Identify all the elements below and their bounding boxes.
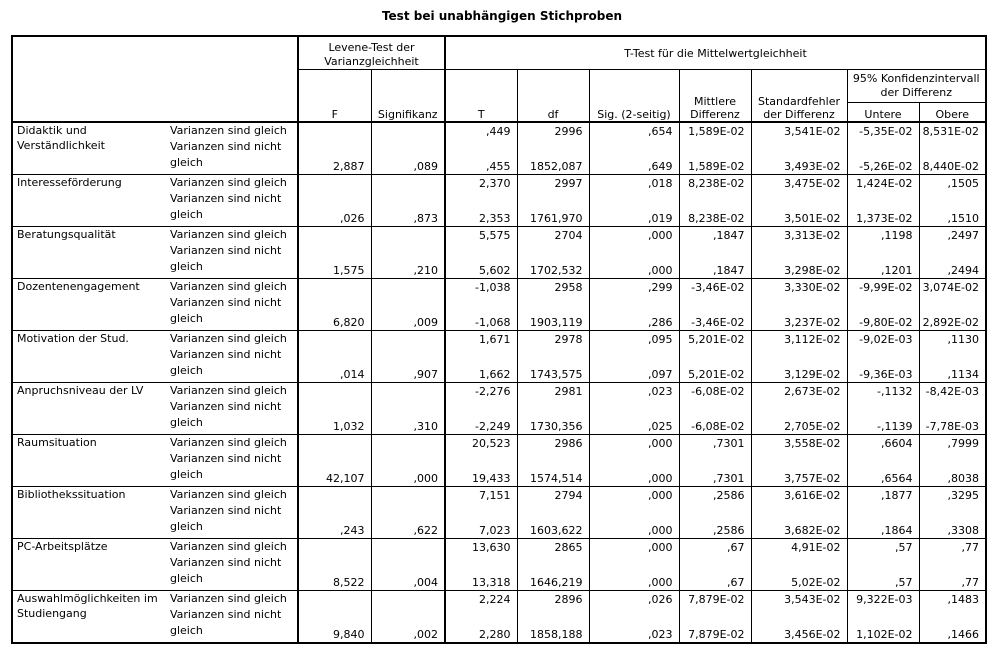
- cell-lo: ,1198: [847, 227, 919, 244]
- cell-lo: -9,02E-03: [847, 331, 919, 348]
- header-corner: [12, 36, 298, 122]
- cell-df: 2865: [517, 539, 589, 556]
- cell-up: ,2497: [919, 227, 986, 244]
- cell-md: ,2586: [679, 503, 751, 539]
- cell-md: ,2586: [679, 487, 751, 504]
- cell-df: 2958: [517, 279, 589, 296]
- cell-lo: ,57: [847, 555, 919, 591]
- cell-se: 3,558E-02: [751, 435, 847, 452]
- cell-df: 2996: [517, 122, 589, 139]
- cell-se: 3,541E-02: [751, 122, 847, 139]
- cell-md: 5,201E-02: [679, 331, 751, 348]
- assumption-equal-label: Varianzen sind gleich: [164, 539, 298, 556]
- cell-T: 5,575: [445, 227, 517, 244]
- cell-lo: ,6604: [847, 435, 919, 452]
- cell-lo: ,1201: [847, 243, 919, 279]
- cell-T: 2,370: [445, 175, 517, 192]
- cell-T: 2,353: [445, 191, 517, 227]
- assumption-not-equal-label: Varianzen sind nicht gleich: [164, 243, 298, 279]
- cell-up: -8,42E-03: [919, 383, 986, 400]
- cell-sig2: ,000: [589, 555, 679, 591]
- cell-se: 3,493E-02: [751, 139, 847, 175]
- assumption-not-equal-label: Varianzen sind nicht gleich: [164, 503, 298, 539]
- cell-up: ,1483: [919, 591, 986, 608]
- cell-se: 3,237E-02: [751, 295, 847, 331]
- cell-sig2: ,000: [589, 243, 679, 279]
- cell-up: -7,78E-03: [919, 399, 986, 435]
- cell-md: 8,238E-02: [679, 175, 751, 192]
- cell-se: 4,91E-02: [751, 539, 847, 556]
- cell-se: 3,616E-02: [751, 487, 847, 504]
- cell-md: ,7301: [679, 451, 751, 487]
- levene-f-value: 1,032: [298, 383, 371, 435]
- levene-f-value: ,026: [298, 175, 371, 227]
- cell-df: 1743,575: [517, 347, 589, 383]
- cell-T: 1,662: [445, 347, 517, 383]
- cell-lo: -9,80E-02: [847, 295, 919, 331]
- assumption-equal-label: Varianzen sind gleich: [164, 591, 298, 608]
- cell-up: ,3295: [919, 487, 986, 504]
- cell-T: -2,249: [445, 399, 517, 435]
- cell-sig2: ,095: [589, 331, 679, 348]
- variable-name: Beratungsqualität: [12, 227, 164, 279]
- cell-se: 2,673E-02: [751, 383, 847, 400]
- cell-T: 2,224: [445, 591, 517, 608]
- cell-lo: -,1139: [847, 399, 919, 435]
- assumption-not-equal-label: Varianzen sind nicht gleich: [164, 191, 298, 227]
- cell-lo: ,57: [847, 539, 919, 556]
- cell-up: 8,440E-02: [919, 139, 986, 175]
- cell-df: 1852,087: [517, 139, 589, 175]
- cell-lo: -9,99E-02: [847, 279, 919, 296]
- header-ttest: T-Test für die Mittelwertgleichheit: [445, 36, 986, 70]
- cell-sig2: ,018: [589, 175, 679, 192]
- levene-f-value: 2,887: [298, 122, 371, 175]
- cell-T: ,449: [445, 122, 517, 139]
- header-f: F: [298, 70, 371, 123]
- cell-lo: -,1132: [847, 383, 919, 400]
- cell-lo: ,1864: [847, 503, 919, 539]
- assumption-not-equal-label: Varianzen sind nicht gleich: [164, 139, 298, 175]
- cell-md: 8,238E-02: [679, 191, 751, 227]
- table-title: Test bei unabhängigen Stichproben: [381, 9, 623, 23]
- levene-sig-value: ,907: [371, 331, 445, 383]
- cell-T: 19,433: [445, 451, 517, 487]
- cell-md: 7,879E-02: [679, 607, 751, 643]
- variable-name: Interesseförderung: [12, 175, 164, 227]
- variable-name: Raumsituation: [12, 435, 164, 487]
- cell-df: 1761,970: [517, 191, 589, 227]
- cell-T: 20,523: [445, 435, 517, 452]
- variable-name: Anpruchsniveau der LV: [12, 383, 164, 435]
- cell-up: ,3308: [919, 503, 986, 539]
- cell-se: 2,705E-02: [751, 399, 847, 435]
- cell-sig2: ,097: [589, 347, 679, 383]
- cell-df: 2981: [517, 383, 589, 400]
- levene-f-value: 6,820: [298, 279, 371, 331]
- cell-up: ,7999: [919, 435, 986, 452]
- cell-lo: 1,424E-02: [847, 175, 919, 192]
- cell-lo: -5,26E-02: [847, 139, 919, 175]
- assumption-equal-label: Varianzen sind gleich: [164, 383, 298, 400]
- cell-df: 1646,219: [517, 555, 589, 591]
- header-upper: Obere: [919, 103, 986, 123]
- levene-f-value: 8,522: [298, 539, 371, 591]
- cell-up: ,1466: [919, 607, 986, 643]
- header-levene: Levene-Test der Varianzgleichheit: [298, 36, 445, 70]
- cell-sig2: ,023: [589, 607, 679, 643]
- levene-f-value: 1,575: [298, 227, 371, 279]
- header-std-error: Standardfehler der Differenz: [751, 70, 847, 123]
- variable-name: Bibliothekssituation: [12, 487, 164, 539]
- cell-sig2: ,000: [589, 487, 679, 504]
- cell-se: 3,501E-02: [751, 191, 847, 227]
- cell-up: ,1130: [919, 331, 986, 348]
- levene-sig-value: ,873: [371, 175, 445, 227]
- cell-sig2: ,000: [589, 539, 679, 556]
- cell-se: 3,313E-02: [751, 227, 847, 244]
- cell-sig2: ,000: [589, 503, 679, 539]
- header-t: T: [445, 70, 517, 123]
- assumption-not-equal-label: Varianzen sind nicht gleich: [164, 555, 298, 591]
- cell-up: ,8038: [919, 451, 986, 487]
- variable-name: Dozentenengagement: [12, 279, 164, 331]
- cell-T: 7,151: [445, 487, 517, 504]
- cell-df: 1858,188: [517, 607, 589, 643]
- cell-md: ,1847: [679, 227, 751, 244]
- cell-df: 2704: [517, 227, 589, 244]
- cell-se: 3,456E-02: [751, 607, 847, 643]
- cell-df: 1702,532: [517, 243, 589, 279]
- cell-sig2: ,023: [589, 383, 679, 400]
- cell-df: 1603,622: [517, 503, 589, 539]
- cell-up: 2,892E-02: [919, 295, 986, 331]
- cell-up: ,77: [919, 539, 986, 556]
- cell-T: -2,276: [445, 383, 517, 400]
- assumption-not-equal-label: Varianzen sind nicht gleich: [164, 295, 298, 331]
- cell-df: 1574,514: [517, 451, 589, 487]
- levene-sig-value: ,622: [371, 487, 445, 539]
- cell-df: 2978: [517, 331, 589, 348]
- cell-df: 1730,356: [517, 399, 589, 435]
- cell-T: 1,671: [445, 331, 517, 348]
- levene-f-value: 42,107: [298, 435, 371, 487]
- assumption-equal-label: Varianzen sind gleich: [164, 227, 298, 244]
- cell-sig2: ,286: [589, 295, 679, 331]
- cell-T: -1,038: [445, 279, 517, 296]
- levene-f-value: ,014: [298, 331, 371, 383]
- cell-up: ,77: [919, 555, 986, 591]
- cell-se: 3,757E-02: [751, 451, 847, 487]
- cell-T: 13,318: [445, 555, 517, 591]
- cell-md: ,67: [679, 539, 751, 556]
- independent-samples-test-table: [11, 35, 987, 644]
- cell-md: 1,589E-02: [679, 139, 751, 175]
- cell-lo: -9,36E-03: [847, 347, 919, 383]
- header-df: df: [517, 70, 589, 123]
- cell-sig2: ,000: [589, 435, 679, 452]
- cell-up: ,1505: [919, 175, 986, 192]
- cell-sig2: ,649: [589, 139, 679, 175]
- assumption-equal-label: Varianzen sind gleich: [164, 487, 298, 504]
- cell-se: 3,682E-02: [751, 503, 847, 539]
- cell-md: 1,589E-02: [679, 122, 751, 139]
- cell-md: ,1847: [679, 243, 751, 279]
- header-mean-diff: Mittlere Differenz: [679, 70, 751, 123]
- levene-sig-value: ,000: [371, 435, 445, 487]
- levene-f-value: 9,840: [298, 591, 371, 644]
- cell-lo: -5,35E-02: [847, 122, 919, 139]
- header-ci: 95% Konfidenzintervall der Differenz: [847, 70, 986, 103]
- cell-se: 3,298E-02: [751, 243, 847, 279]
- cell-df: 1903,119: [517, 295, 589, 331]
- cell-T: -1,068: [445, 295, 517, 331]
- cell-se: 5,02E-02: [751, 555, 847, 591]
- assumption-equal-label: Varianzen sind gleich: [164, 279, 298, 296]
- cell-sig2: ,000: [589, 451, 679, 487]
- assumption-not-equal-label: Varianzen sind nicht gleich: [164, 451, 298, 487]
- cell-md: -3,46E-02: [679, 279, 751, 296]
- cell-lo: 1,373E-02: [847, 191, 919, 227]
- cell-up: ,1134: [919, 347, 986, 383]
- cell-up: 3,074E-02: [919, 279, 986, 296]
- cell-df: 2794: [517, 487, 589, 504]
- cell-sig2: ,026: [589, 591, 679, 608]
- levene-sig-value: ,004: [371, 539, 445, 591]
- cell-md: 5,201E-02: [679, 347, 751, 383]
- cell-lo: ,6564: [847, 451, 919, 487]
- cell-se: 3,330E-02: [751, 279, 847, 296]
- levene-sig-value: ,089: [371, 122, 445, 175]
- cell-se: 3,112E-02: [751, 331, 847, 348]
- cell-df: 2896: [517, 591, 589, 608]
- cell-se: 3,475E-02: [751, 175, 847, 192]
- assumption-not-equal-label: Varianzen sind nicht gleich: [164, 607, 298, 643]
- variable-name: PC-Arbeitsplätze: [12, 539, 164, 591]
- cell-df: 2986: [517, 435, 589, 452]
- cell-md: -6,08E-02: [679, 383, 751, 400]
- cell-se: 3,129E-02: [751, 347, 847, 383]
- header-sig: Signifikanz: [371, 70, 445, 123]
- cell-sig2: ,299: [589, 279, 679, 296]
- cell-md: ,7301: [679, 435, 751, 452]
- cell-T: 2,280: [445, 607, 517, 643]
- cell-md: -3,46E-02: [679, 295, 751, 331]
- header-lower: Untere: [847, 103, 919, 123]
- assumption-equal-label: Varianzen sind gleich: [164, 435, 298, 452]
- variable-name: Auswahlmöglichkeiten im Studiengang: [12, 591, 164, 644]
- levene-sig-value: ,009: [371, 279, 445, 331]
- assumption-equal-label: Varianzen sind gleich: [164, 175, 298, 192]
- levene-sig-value: ,002: [371, 591, 445, 644]
- levene-f-value: ,243: [298, 487, 371, 539]
- cell-sig2: ,025: [589, 399, 679, 435]
- cell-sig2: ,019: [589, 191, 679, 227]
- variable-name: Motivation der Stud.: [12, 331, 164, 383]
- cell-up: 8,531E-02: [919, 122, 986, 139]
- cell-sig2: ,000: [589, 227, 679, 244]
- cell-md: 7,879E-02: [679, 591, 751, 608]
- cell-T: 7,023: [445, 503, 517, 539]
- cell-T: ,455: [445, 139, 517, 175]
- cell-up: ,2494: [919, 243, 986, 279]
- levene-sig-value: ,210: [371, 227, 445, 279]
- cell-up: ,1510: [919, 191, 986, 227]
- cell-lo: 9,322E-03: [847, 591, 919, 608]
- cell-se: 3,543E-02: [751, 591, 847, 608]
- assumption-equal-label: Varianzen sind gleich: [164, 331, 298, 348]
- levene-sig-value: ,310: [371, 383, 445, 435]
- assumption-not-equal-label: Varianzen sind nicht gleich: [164, 347, 298, 383]
- cell-T: 5,602: [445, 243, 517, 279]
- cell-lo: ,1877: [847, 487, 919, 504]
- cell-md: ,67: [679, 555, 751, 591]
- header-sig2: Sig. (2-seitig): [589, 70, 679, 123]
- cell-df: 2997: [517, 175, 589, 192]
- assumption-equal-label: Varianzen sind gleich: [164, 122, 298, 139]
- cell-sig2: ,654: [589, 122, 679, 139]
- cell-md: -6,08E-02: [679, 399, 751, 435]
- cell-lo: 1,102E-02: [847, 607, 919, 643]
- assumption-not-equal-label: Varianzen sind nicht gleich: [164, 399, 298, 435]
- variable-name: Didaktik und Verständlichkeit: [12, 122, 164, 175]
- cell-T: 13,630: [445, 539, 517, 556]
